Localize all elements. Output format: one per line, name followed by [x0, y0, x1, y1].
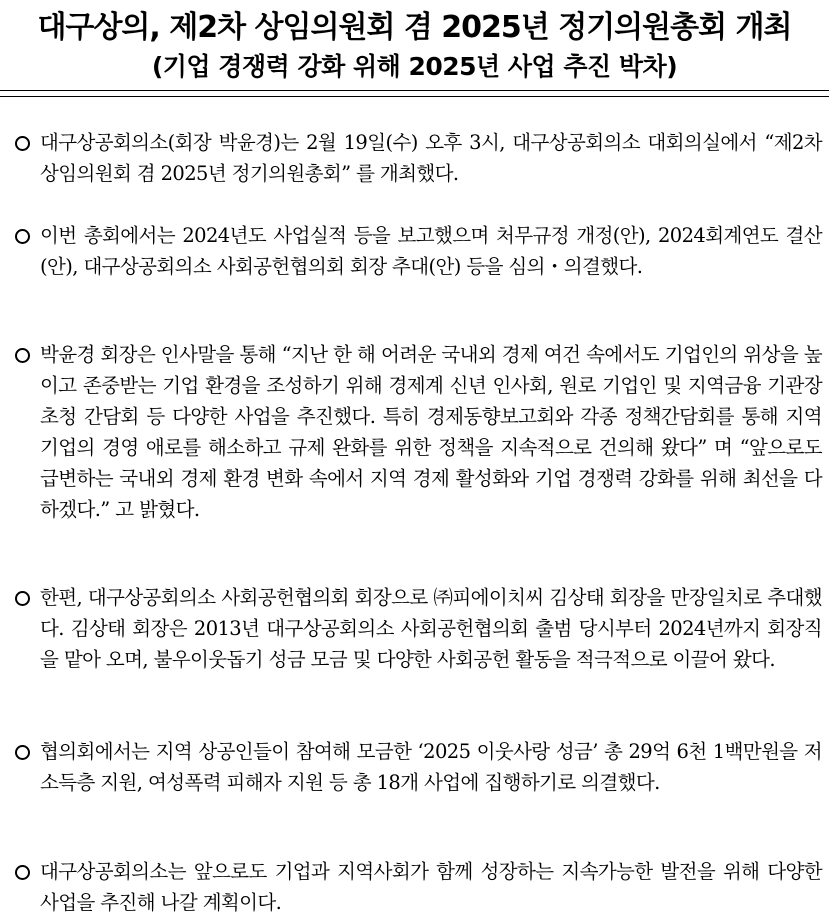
paragraph-donation-fund	[14, 736, 822, 798]
paragraph-future-plans	[14, 856, 822, 918]
hollow-circle-bullet-icon	[14, 220, 36, 251]
title-divider-bottom	[0, 96, 829, 97]
hollow-circle-bullet-icon	[14, 856, 36, 887]
paragraph-text: 대구상공회의소(회장 박윤경)는 2월 19일(수) 오후 3시, 대구상공회의소 대회의실에서 “제2차 상임의원회 겸 2025년 정기의원총회” 를 개최했다.	[40, 131, 822, 185]
paragraph-agenda	[14, 220, 822, 282]
paragraph-council-chair	[14, 582, 822, 675]
page-subtitle: (기업 경쟁력 강화 위해 2025년 사업 추진 박차)	[151, 52, 678, 81]
hollow-circle-bullet-icon	[14, 127, 36, 158]
paragraph-text: 박윤경 회장은 인사말을 통해 “지난 한 해 어려운 국내외 경제 여건 속에서도 기업인의 위상을 높이고 존중받는 기업 환경을 조성하기 위해 경제계 신년 인사회, 원로 기업인 및 지역금융 기관장 초청 간담회 등 다양한 사업을 추진했다. 특히 경제동향보고회와 각종 정책간담회를 통해 지역 기업의 경영 애로를 해소하고 규제 완화를 위한 정책을 지속적으로 건의해 왔다” 며 “앞으로도 급변하는 국내외 경제 환경 변화 속에서 지역 경제 활성화와 기업 경쟁력 강화를 위해 최선을 다하겠다.” 고 밝혔다.	[40, 343, 822, 521]
paragraph-chairman-remarks	[14, 339, 822, 525]
hollow-circle-bullet-icon	[14, 339, 36, 370]
paragraph-text: 한편, 대구상공회의소 사회공헌협의회 회장으로 ㈜피에이치씨 김상태 회장을 만장일치로 추대했다. 김상태 회장은 2013년 대구상공회의소 사회공헌협의회 출범 당시부터 2024년까지 회장직을 맡아 오며, 불우이웃돕기 성금 모금 및 다양한 사회공헌 활동을 적극적으로 이끌어 왔다.	[40, 586, 822, 671]
hollow-circle-bullet-icon	[14, 736, 36, 767]
hollow-circle-bullet-icon	[14, 582, 36, 613]
title-divider-top	[0, 90, 829, 91]
paragraph-meeting-overview	[14, 127, 822, 189]
paragraph-text: 협의회에서는 지역 상공인들이 참여해 모금한 ‘2025 이웃사랑 성금’ 총 29억 6천 1백만원을 저소득층 지원, 여성폭력 피해자 지원 등 총 18개 사업에 집행하기로 의결했다.	[40, 740, 822, 794]
paragraph-text: 이번 총회에서는 2024년도 사업실적 등을 보고했으며 처무규정 개정(안), 2024회계연도 결산(안), 대구상공회의소 사회공헌협의회 회장 추대(안) 등을 심의・의결했다.	[40, 224, 822, 278]
paragraph-text: 대구상공회의소는 앞으로도 기업과 지역사회가 함께 성장하는 지속가능한 발전을 위해 다양한 사업을 추진해 나갈 계획이다.	[40, 860, 822, 914]
page-title: 대구상의, 제2차 상임의원회 겸 2025년 정기의원총회 개최	[37, 10, 792, 45]
